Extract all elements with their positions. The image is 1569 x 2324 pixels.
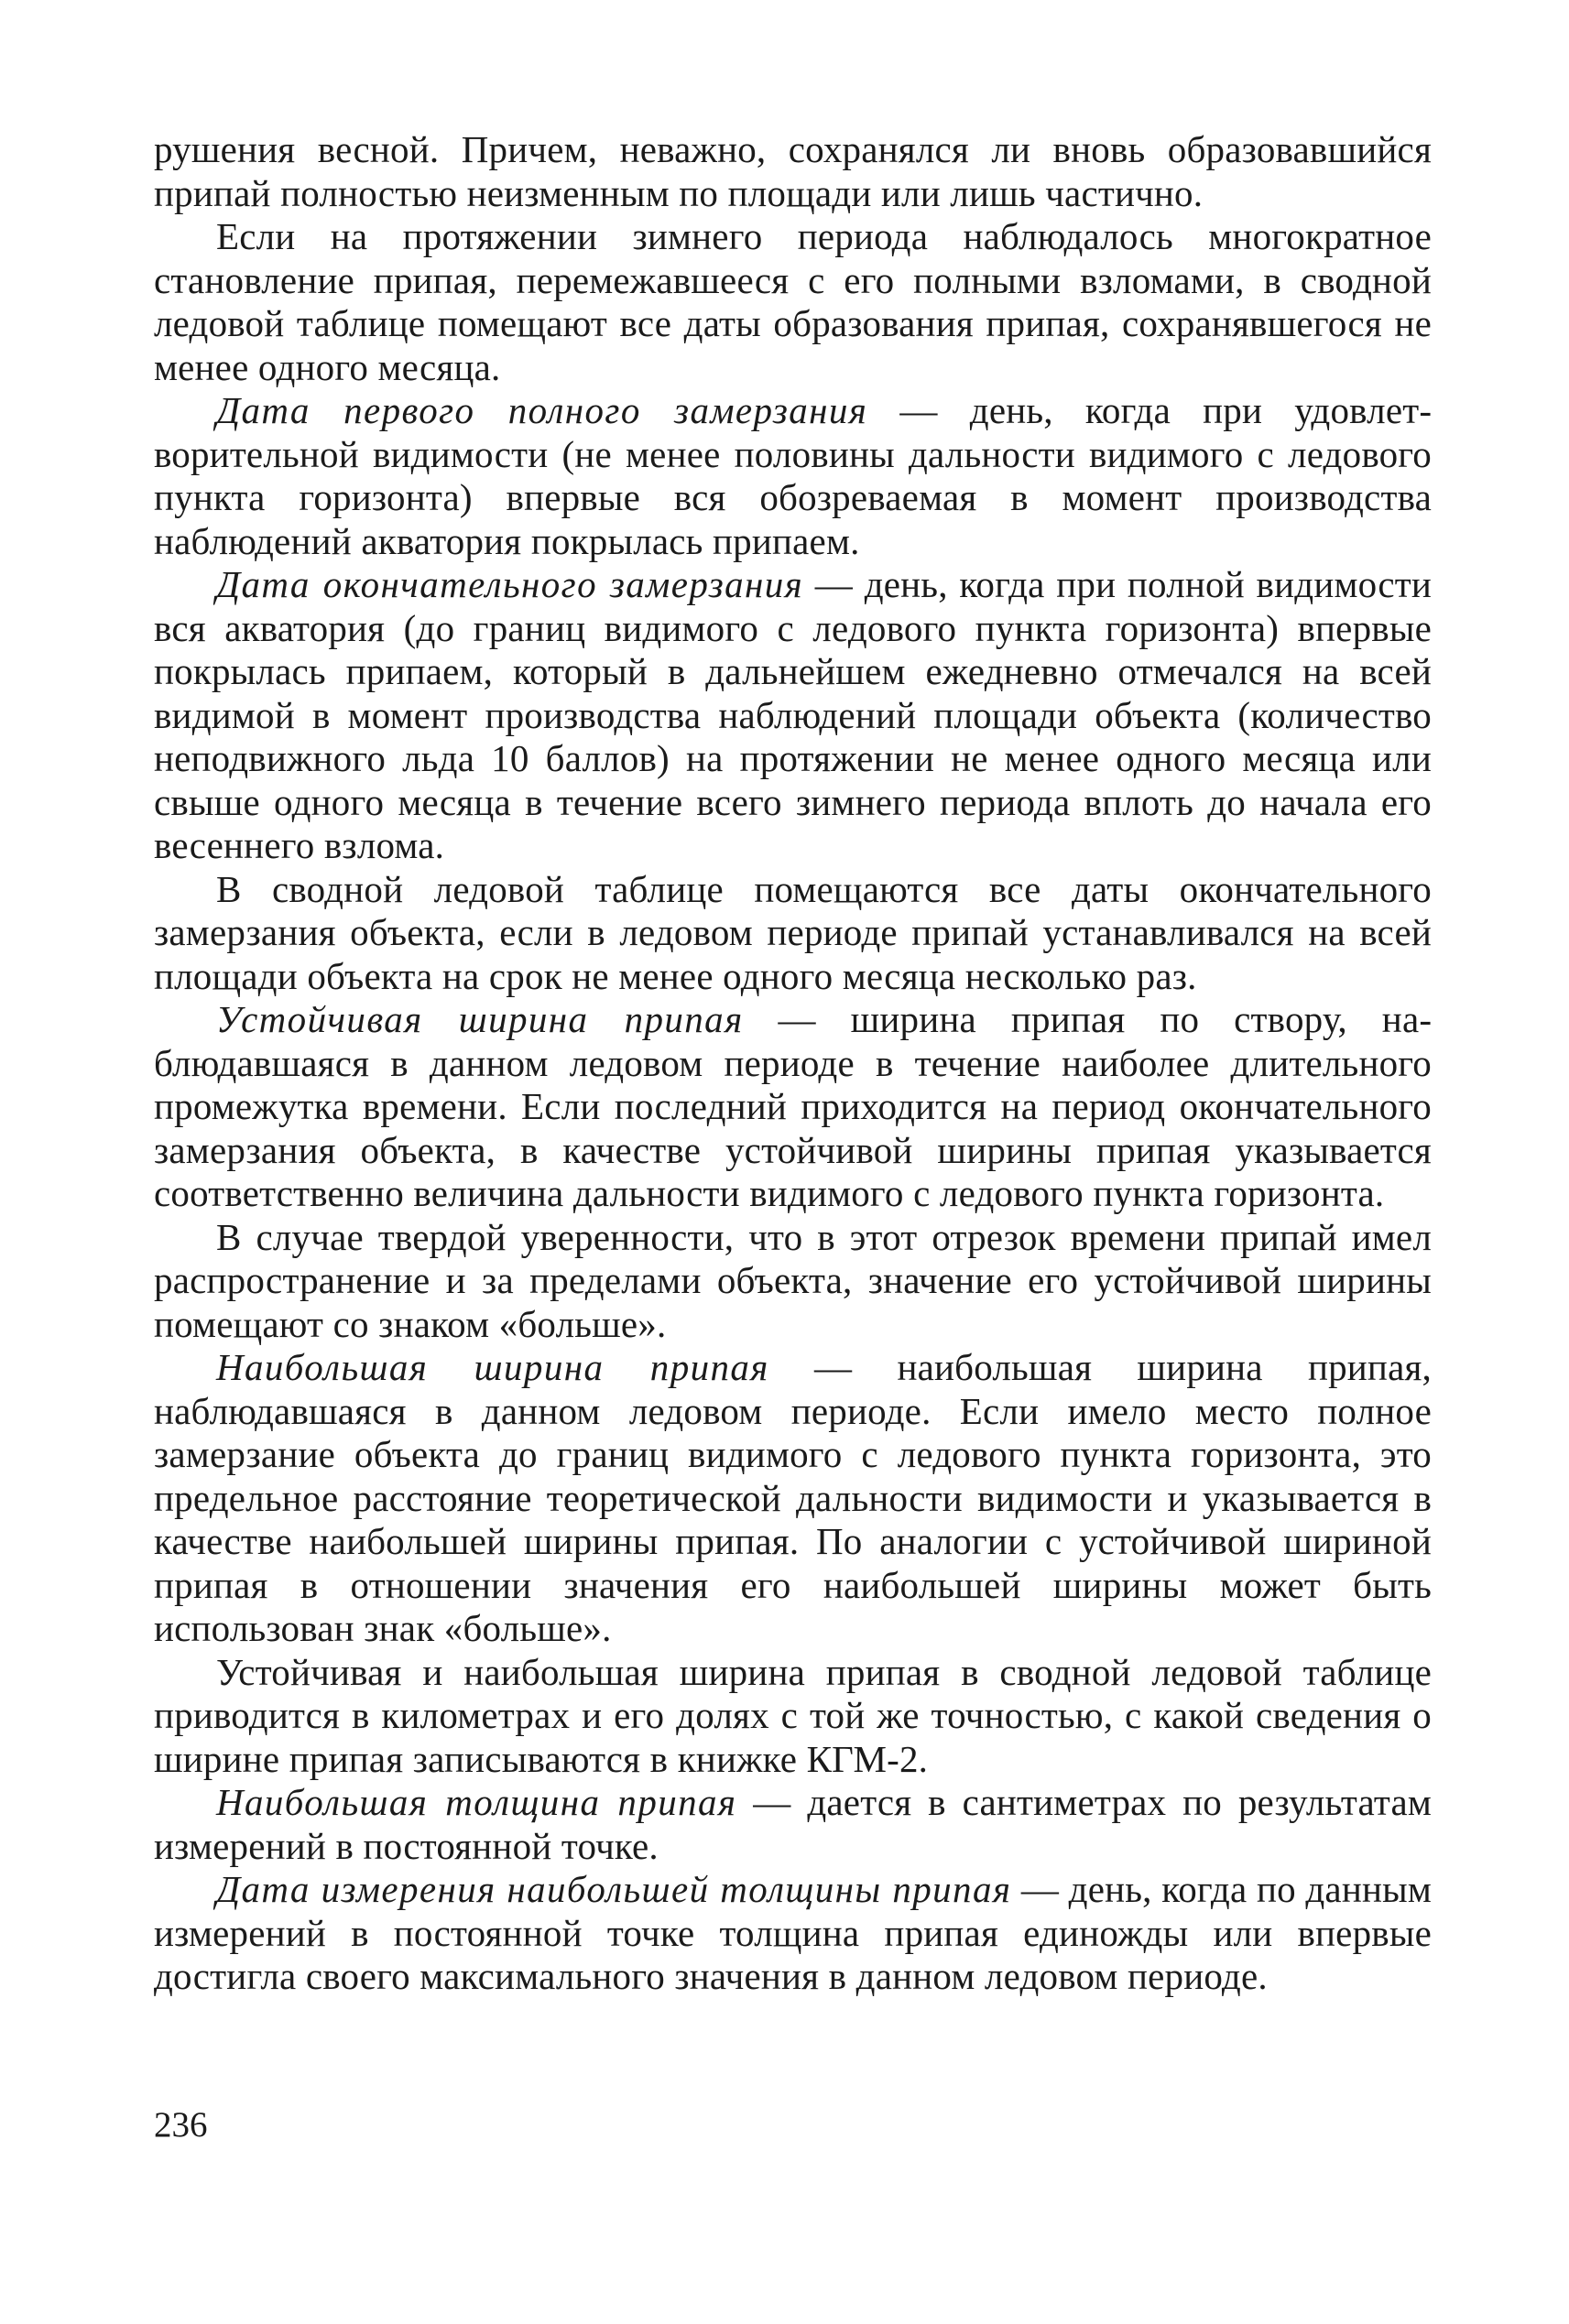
paragraph-continuation: рушения весной. Причем, неважно, сохранялся ли вновь образовавшийся припай полностью неизменным по площади или лишь частично. xyxy=(154,128,1432,214)
paragraph-greater-sign: В случае твердой уверенности, что в этот отрезок времени припай имел распространение и за пределами объекта, значение его устойчивой ширины помещают со знаком «больше». xyxy=(154,1215,1432,1345)
page-body xyxy=(154,128,1432,1999)
paragraph-stable-width: Устойчивая ширина припая — ширина припая по створу, наблюдавшаяся в данном ледовом периоде в течение наиболее длительного промежутка времени. Если последний приходится на период окончательного замерзания объекта, в качестве устойчивой ширины припая указывается соответственно величина дальности видимого с ледового пункта горизонта. xyxy=(154,998,1432,1214)
paragraph-width-units: Устойчивая и наибольшая ширина припая в сводной ледовой таблице приводится в километрах и его долях с той же точностью, с какой сведения о ширине припая записываются в книжке КГМ-2. xyxy=(154,1650,1432,1780)
paragraph-final-freezing: Дата окончательного замерзания — день, когда при полной видимости вся акватория (до границ видимого с ледового пункта горизонта) впервые покрылась припаем, который в дальнейшем ежедневно отмечался на всей видимой в момент производства наблюдений площади объекта (количество неподвижного льда 10 баллов) на протяжении не менее одного месяца или свыше одного месяца в течение всего зимнего периода вплоть до начала его весеннего взлома. xyxy=(154,563,1432,866)
paragraph-first-full-freezing: Дата первого полного замерзания — день, когда при удовлетворительной видимости (не менее половины дальности видимого с ледового пункта горизонта) впервые вся обозреваемая в момент производства наблюдений акватория покрылась припаем. xyxy=(154,389,1433,562)
paragraph-summary-table-dates: В сводной ледовой таблице помещаются все даты окончательного замерзания объекта, если в ледовом периоде припай устанавливался на всей площади объекта на срок не менее одного месяца несколько раз. xyxy=(154,867,1432,997)
page-number: 236 xyxy=(154,2105,208,2145)
paragraph-repeated-formation: Если на протяжении зимнего периода наблюдалось многократное становление припая, перемежавшееся с его полными взломами, в сводной ледовой таблице помещают все даты образования припая, сохранявшегося не менее одного месяца. xyxy=(154,215,1432,388)
paragraph-largest-width: Наибольшая ширина припая — наибольшая ширина припая, наблюдавшаяся в данном ледовом периоде. Если имело место полное замерзание объекта до границ видимого с ледового пункта горизонта, это предельное расстояние теоретической дальности видимости и указывается в качестве наибольшей ширины припая. По аналогии с устойчивой шириной припая в отношении значения его наибольшей ширины может быть использован знак «больше». xyxy=(154,1346,1432,1649)
term-largest-width: Наибольшая ширина припая xyxy=(216,1346,769,1388)
paragraph-thickness-date: Дата измерения наибольшей толщины припая — день, когда по данным измерений в постоянной точке толщина припая единожды или впервые достигла своего максимального значения в данном ледовом периоде. xyxy=(154,1868,1432,1997)
term-thickness-date: Дата измерения наибольшей толщины припая xyxy=(216,1868,1012,1910)
paragraph-largest-thickness: Наибольшая толщина припая — дается в сантиметрах по результатам измерений в постоянной точке. xyxy=(154,1781,1432,1867)
term-stable-width: Устойчивая ширина припая xyxy=(216,998,744,1040)
term-largest-thickness: Наибольшая толщина припая xyxy=(216,1781,737,1823)
term-first-full-freezing: Дата первого полного замерзания xyxy=(216,389,868,431)
term-final-freezing: Дата окончательного замерзания xyxy=(216,563,804,605)
